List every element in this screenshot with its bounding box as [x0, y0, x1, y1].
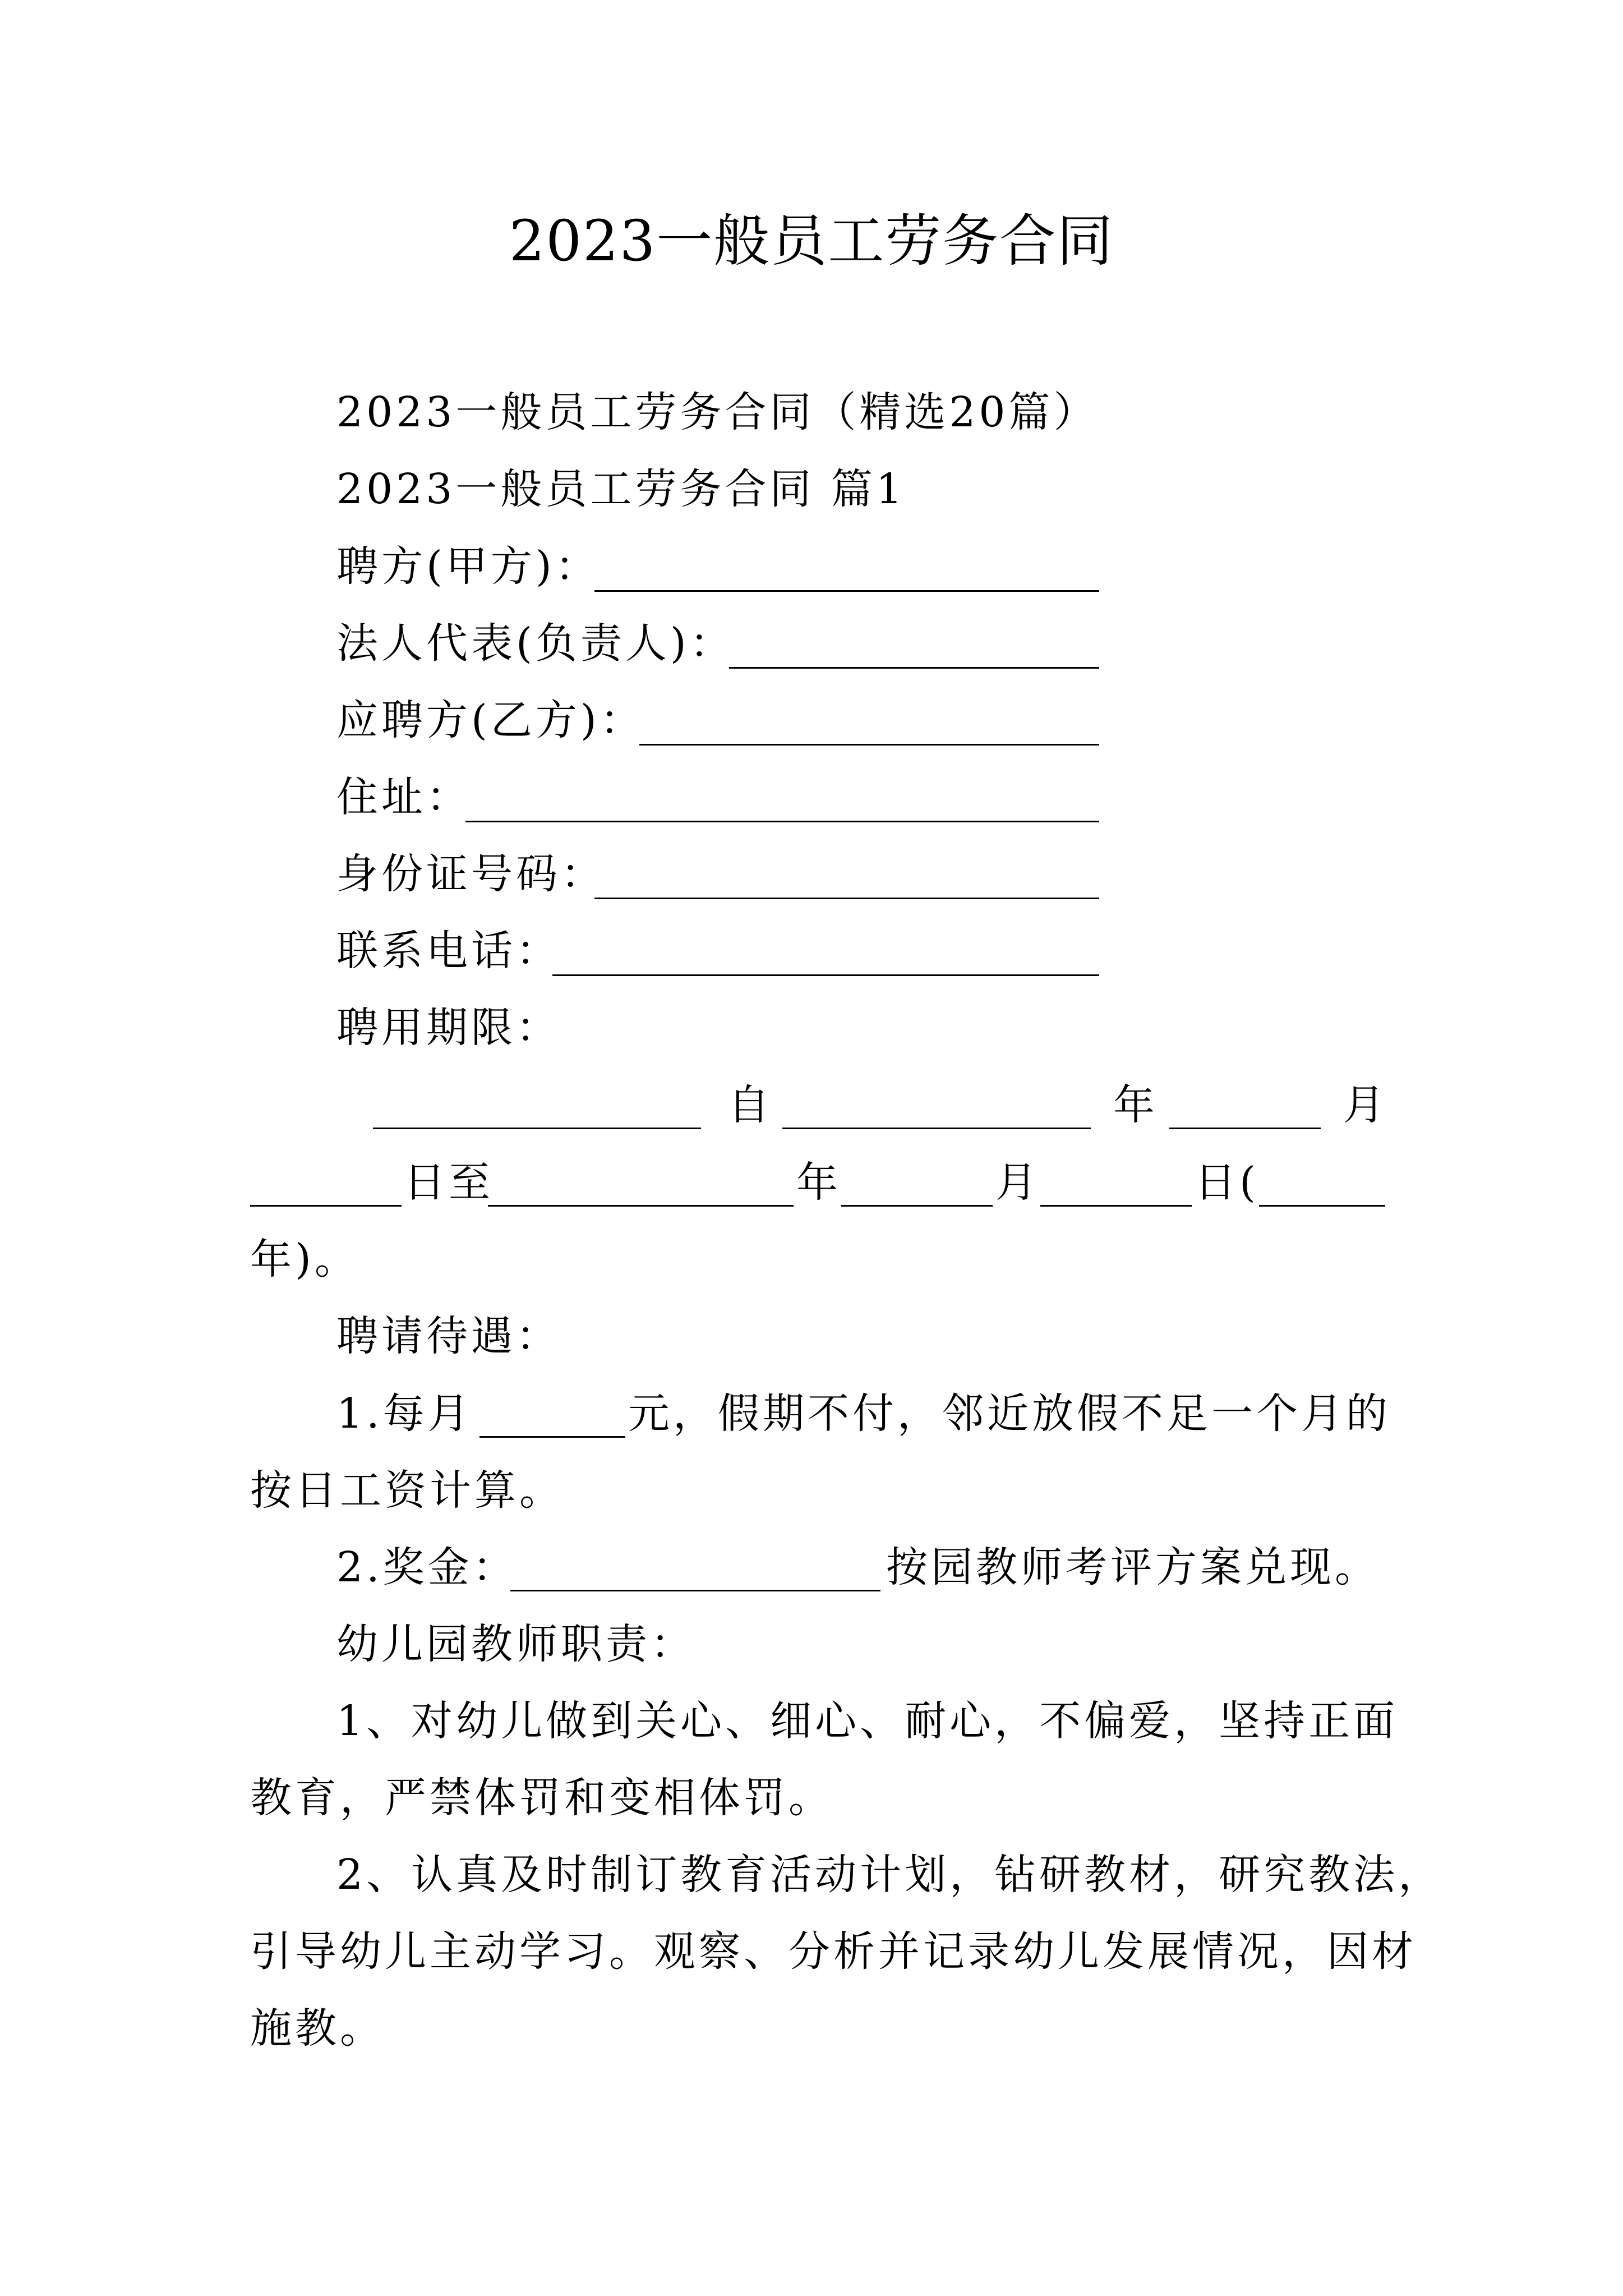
term-blank-6 — [841, 1205, 993, 1207]
salary-blank — [479, 1436, 625, 1438]
term-year2: 年 — [796, 1158, 841, 1207]
term-day-to: 日至 — [404, 1158, 494, 1207]
duty1-line1: 1、对幼儿做到关心、细心、耐心，不偏爱，坚持正面 — [336, 1697, 1399, 1745]
term-month1: 月 — [1343, 1081, 1388, 1129]
legal-rep-blank — [729, 667, 1099, 669]
salary-prefix: 1.每月 — [336, 1389, 473, 1438]
term-blank-4 — [250, 1205, 402, 1207]
duty2-line2: 引导幼儿主动学习。观察、分析并记录幼儿发展情况，因材 — [250, 1927, 1417, 1976]
duty2-line3: 施教。 — [250, 2004, 385, 2053]
legal-rep-field — [336, 615, 735, 671]
section-heading: 2023一般员工劳务合同 篇1 — [336, 465, 906, 513]
address-blank — [465, 821, 1099, 822]
duty1-line2: 教育，严禁体罚和变相体罚。 — [250, 1774, 833, 1822]
employee-label: 应聘方(乙方)： — [336, 696, 645, 744]
term-blank-7 — [1040, 1205, 1192, 1207]
id-number-blank — [594, 898, 1099, 899]
term-blank-5 — [488, 1205, 794, 1207]
bonus-prefix: 2.奖金： — [336, 1543, 518, 1591]
employer-label: 聘方(甲方)： — [336, 542, 600, 591]
term-month2: 月 — [995, 1158, 1040, 1207]
legal-rep-label: 法人代表(负责人)： — [336, 619, 735, 668]
phone-label: 联系电话： — [336, 927, 561, 975]
duties-heading: 幼儿园教师职责： — [336, 1620, 695, 1668]
salary-suffix: 元，假期不付，邻近放假不足一个月的 — [628, 1389, 1391, 1438]
term-blank-2 — [782, 1128, 1091, 1129]
term-blank-3 — [1169, 1128, 1321, 1129]
treatment-heading: 聘请待遇： — [336, 1312, 561, 1360]
bonus-blank — [510, 1590, 880, 1591]
phone-blank — [552, 974, 1099, 976]
term-year-close: 年)。 — [250, 1235, 359, 1283]
employee-field — [336, 692, 645, 748]
document-subtitle: 2023一般员工劳务合同（精选20篇） — [336, 388, 1099, 436]
employee-blank — [639, 744, 1099, 746]
address-field — [336, 769, 471, 825]
id-number-label: 身份证号码： — [336, 850, 606, 898]
term-year1: 年 — [1113, 1081, 1158, 1129]
id-number-field — [336, 846, 606, 902]
term-day2: 日( — [1195, 1158, 1259, 1207]
term-blank-8 — [1259, 1205, 1385, 1207]
phone-field — [336, 923, 561, 979]
duty2-line1: 2、认真及时制订教育活动计划，钻研教材，研究教法， — [336, 1851, 1444, 1899]
employer-field — [336, 539, 600, 595]
document-title: 2023一般员工劳务合同 — [509, 208, 1114, 274]
bonus-suffix: 按园教师考评方案兑现。 — [886, 1543, 1380, 1591]
employer-blank — [594, 590, 1099, 592]
salary-cont: 按日工资计算。 — [250, 1466, 564, 1515]
address-label: 住址： — [336, 773, 471, 821]
term-label: 聘用期限： — [336, 1004, 561, 1052]
term-from: 自 — [728, 1081, 773, 1129]
term-blank-1 — [373, 1128, 701, 1129]
